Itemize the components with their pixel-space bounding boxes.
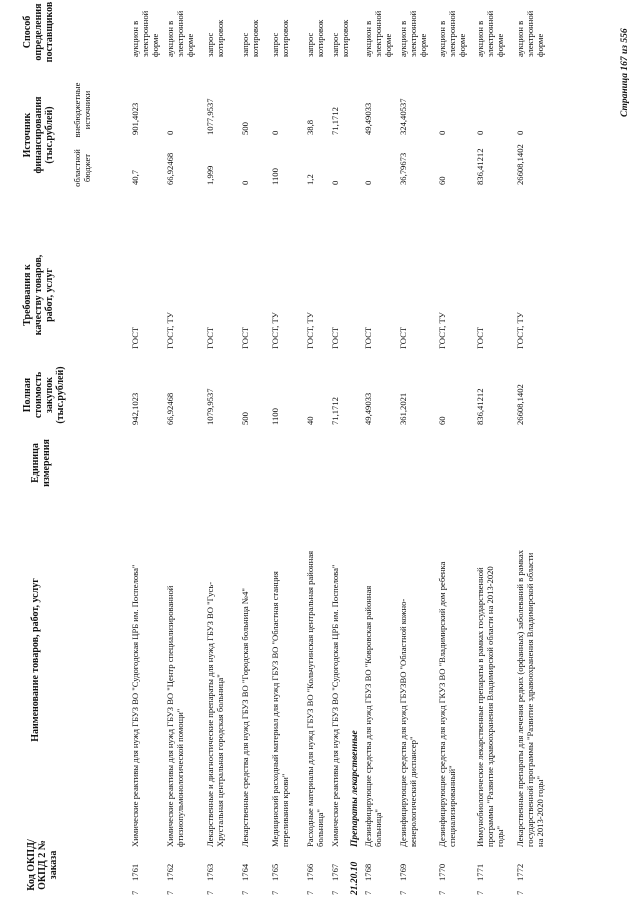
- row-code: 7: [130, 890, 140, 895]
- row-code: 7: [363, 890, 373, 895]
- row-name: Дезинфицирующие средства для нужд ГКУЗ ВО "Владимирский дом ребенка специализированный": [437, 561, 457, 847]
- row-code: 7: [330, 890, 340, 895]
- header-source: Источник финансирования (тыс.рублей): [22, 96, 55, 174]
- row-external-sources: 71,1712: [330, 107, 340, 135]
- row-cost: 71,1712: [330, 397, 340, 425]
- row-name: Лекарственные препараты для лечения редких (орфанных) заболеваний в рамках государственной программы "Развитие здравоохранения Владимирской области на 2013-2020 годы": [515, 549, 545, 847]
- row-regional-budget: 66,92468: [165, 152, 175, 185]
- row-name: Иммунобиологические лекарственные препараты в рамках государственной программы "Развитие здравоохранения Владимирской области на 2013-2020 годы": [475, 566, 505, 847]
- row-method: аукцион в электронной форме: [130, 10, 160, 57]
- row-regional-budget: 0: [363, 180, 373, 185]
- row-requirements: ГОСТ: [363, 326, 373, 349]
- row-external-sources: 49,49033: [363, 102, 373, 135]
- row-code: 7: [165, 890, 175, 895]
- row-number: 1772: [515, 863, 525, 881]
- row-method: аукцион в электронной форме: [398, 10, 428, 57]
- header-req: Требования к качеству товаров, работ, услуг: [22, 254, 55, 336]
- row-name: Химические реактивы для нужд ГБУЗ ВО "Судогодская ЦРБ им. Поспелова": [330, 564, 340, 847]
- row-name: Лекарственные и диагностические препараты для нужд ГБУЗ ВО "Гусь-Хрустальная центральная городская больница": [205, 581, 225, 847]
- row-regional-budget: 1100: [270, 168, 280, 185]
- row-number: 1767: [330, 863, 340, 881]
- row-name: Химические реактивы для нужд ГБУЗ ВО "Центр специализированной фтизиопульмонологической помощи": [165, 585, 185, 847]
- row-regional-budget: 1,2: [305, 174, 315, 185]
- row-name: Лекарственные средства для нужд ГБУЗ ВО "Городская больница №4": [240, 588, 250, 847]
- row-method: запрос котировок: [240, 19, 260, 57]
- header-source-regional: областной бюджет: [72, 149, 92, 187]
- row-regional-budget: 26608,1402: [515, 144, 525, 185]
- row-name: Дезинфицирующие средства для нужд ГБУЗВО "Областной кожно-венерологический диспансер": [398, 598, 418, 847]
- row-method: аукцион в электронной форме: [363, 10, 393, 57]
- row-external-sources: 0: [270, 130, 280, 135]
- row-requirements: ГОСТ: [398, 326, 408, 349]
- row-method: аукцион в электронной форме: [475, 10, 505, 57]
- row-code: 7: [205, 890, 215, 895]
- row-regional-budget: 0: [240, 180, 250, 185]
- row-method: запрос котировок: [205, 19, 225, 57]
- row-regional-budget: 36,79673: [398, 152, 408, 185]
- row-number: 1768: [363, 863, 373, 881]
- row-name: Медицинский расходный материал для нужд ГБУЗ ВО "Областная станция переливания крови": [270, 571, 290, 847]
- row-cost: 60: [437, 416, 447, 425]
- row-number: 1762: [165, 863, 175, 881]
- row-requirements: ГОСТ, ТУ: [437, 312, 447, 349]
- row-cost: 26608,1402: [515, 384, 525, 425]
- header-name: Наименование товаров, работ, услуг: [30, 578, 41, 742]
- row-external-sources: 1077,9537: [205, 98, 215, 135]
- row-requirements: ГОСТ: [130, 326, 140, 349]
- row-method: аукцион в электронной форме: [165, 10, 195, 57]
- row-requirements: ГОСТ: [205, 326, 215, 349]
- row-requirements: ГОСТ: [240, 326, 250, 349]
- row-number: 1770: [437, 863, 447, 881]
- row-number: 1766: [305, 863, 315, 881]
- row-number: 1761: [130, 863, 140, 881]
- group-code: 21.20.10: [350, 861, 360, 895]
- header-source-external: внебюджетные источники: [72, 82, 92, 138]
- row-external-sources: 324,40537: [398, 98, 408, 135]
- header-unit: Единица измерения: [30, 439, 52, 487]
- row-cost: 361,2021: [398, 392, 408, 425]
- row-cost: 40: [305, 416, 315, 425]
- row-requirements: ГОСТ: [330, 326, 340, 349]
- group-title: Препараты лекарственные: [350, 730, 360, 847]
- row-external-sources: 0: [475, 130, 485, 135]
- row-requirements: ГОСТ, ТУ: [270, 312, 280, 349]
- row-name: Химические реактивы для нужд ГБУЗ ВО "Судогодская ЦРБ им. Поспелова": [130, 564, 140, 847]
- row-number: 1771: [475, 863, 485, 881]
- row-requirements: ГОСТ, ТУ: [165, 312, 175, 349]
- row-external-sources: 901,4023: [130, 102, 140, 135]
- row-name: Расходные материалы для нужд ГБУЗ ВО "Кольчугинская центральная районная больница": [305, 550, 325, 847]
- row-method: запрос котировок: [270, 19, 290, 57]
- row-code: 7: [305, 890, 315, 895]
- row-external-sources: 0: [515, 130, 525, 135]
- row-external-sources: 0: [165, 130, 175, 135]
- header-cost: Полная стоимость закупок (тыс.рублей): [22, 366, 66, 424]
- row-regional-budget: 40,7: [130, 169, 140, 185]
- row-cost: 500: [240, 412, 250, 425]
- row-requirements: ГОСТ, ТУ: [305, 312, 315, 349]
- row-regional-budget: 60: [437, 176, 447, 185]
- row-number: 1763: [205, 863, 215, 881]
- row-name: Дезинфицирующие средства для нужд ГБУЗ ВО "Ковровская районная больница": [363, 585, 383, 847]
- row-requirements: ГОСТ, ТУ: [515, 312, 525, 349]
- row-cost: 836,41212: [475, 388, 485, 425]
- row-code: 7: [437, 890, 447, 895]
- row-cost: 66,92468: [165, 392, 175, 425]
- row-method: аукцион в электронной форме: [515, 10, 545, 57]
- row-method: аукцион в электронной форме: [437, 10, 467, 57]
- row-method: запрос котировок: [330, 19, 350, 57]
- row-cost: 942,1023: [130, 392, 140, 425]
- row-number: 1765: [270, 863, 280, 881]
- row-number: 1764: [240, 863, 250, 881]
- row-external-sources: 500: [240, 122, 250, 135]
- row-cost: 1079,9537: [205, 388, 215, 425]
- row-requirements: ГОСТ: [475, 326, 485, 349]
- row-number: 1769: [398, 863, 408, 881]
- row-code: 7: [515, 890, 525, 895]
- header-method: Способ определения поставщиков: [22, 1, 55, 63]
- row-regional-budget: 1,999: [205, 165, 215, 185]
- row-regional-budget: 0: [330, 180, 340, 185]
- row-code: 7: [270, 890, 280, 895]
- row-cost: 49,49033: [363, 392, 373, 425]
- row-code: 7: [398, 890, 408, 895]
- row-code: 7: [240, 890, 250, 895]
- row-regional-budget: 836,41212: [475, 148, 485, 185]
- row-code: 7: [475, 890, 485, 895]
- row-cost: 1100: [270, 408, 280, 425]
- row-external-sources: 38,8: [305, 119, 315, 135]
- row-method: запрос котировок: [305, 19, 325, 57]
- row-external-sources: 0: [437, 130, 447, 135]
- header-code: Код ОКПД/ ОКПД 2 № заказа: [26, 839, 59, 891]
- page-number: Страница 167 из 556: [620, 28, 630, 117]
